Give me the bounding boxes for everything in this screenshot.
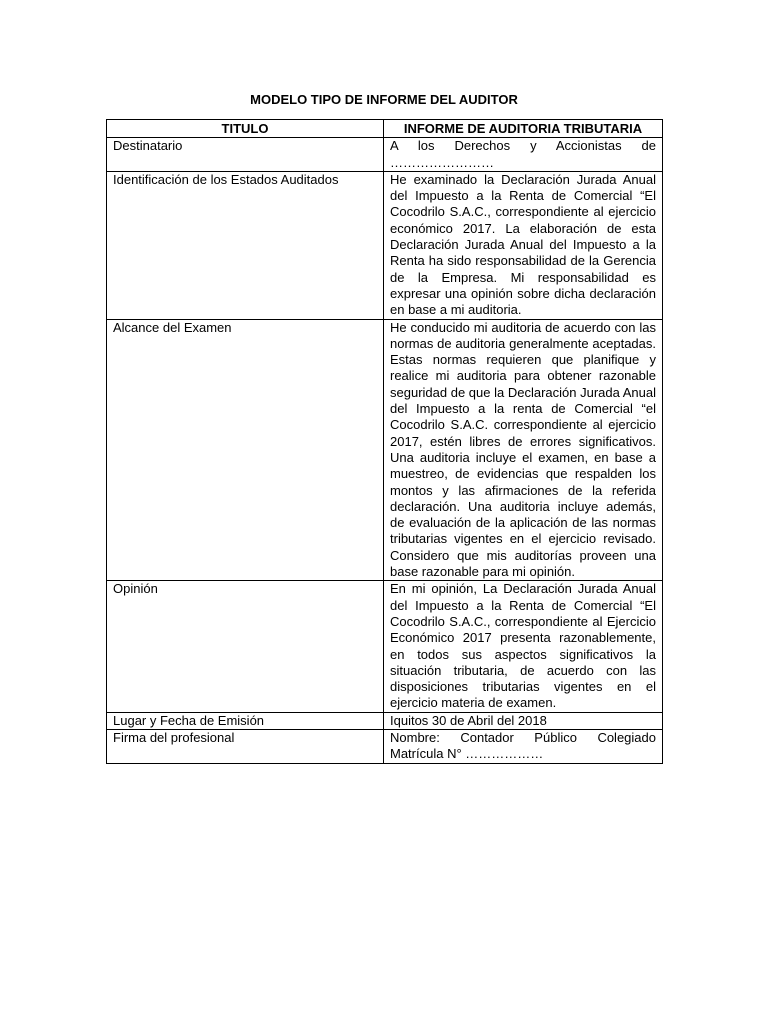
table-row [107,712,663,729]
row-label-identificacion: Identificación de los Estados Auditados [107,171,384,319]
row-label-opinion: Opinión [107,581,384,712]
row-content-firma: Nombre: Contador Público Colegiado Matrícula N° ……………… [384,729,663,763]
column-header-titulo: TITULO [107,120,384,138]
table-row [107,319,663,581]
row-label-firma: Firma del profesional [107,729,384,763]
row-content-identificacion: He examinado la Declaración Jurada Anual del Impuesto a la Renta de Comercial “El Cocodrilo S.A.C., correspondiente al ejercicio económico 2017. La elaboración de esta Declaración Jurada Anual del Impuesto a la Renta ha sido responsabilidad de la Gerencia de la Empresa. Mi responsabilidad es expresar una opinión sobre dicha declaración en base a mi auditoria. [384,171,663,319]
row-label-lugar-fecha: Lugar y Fecha de Emisión [107,712,384,729]
table-row [107,138,663,172]
row-content-alcance: He conducido mi auditoria de acuerdo con las normas de auditoria generalmente aceptadas. Estas normas requieren que planifique y realice mi auditoria para obtener razonable seguridad de que la Declaración Jurada Anual del Impuesto a la renta de Comercial “el Cocodrilo S.A.C. correspondiente al ejercicio 2017, estén libres de errores significativos. Una auditoria incluye el examen, en base a muestreo, de evidencias que respalden los montos y las afirmaciones de la referida declaración. Una auditoria incluye además, de evaluación de la aplicación de las normas tributarias vigentes en el ejercicio revisado. Considero que mis auditorías proveen una base razonable para mi opinión. [384,319,663,581]
row-label-alcance: Alcance del Examen [107,319,384,581]
row-content-destinatario: A los Derechos y Accionistas de …………………… [384,138,663,172]
audit-report-table [106,119,663,764]
table-row [107,171,663,319]
row-content-opinion: En mi opinión, La Declaración Jurada Anual del Impuesto a la Renta de Comercial “El Cocodrilo S.A.C., correspondiente al Ejercicio Económico 2017 presenta razonablemente, en todos sus aspectos significativos la situación tributaria, de acuerdo con las disposiciones tributarias vigentes en el ejercicio materia de examen. [384,581,663,712]
row-label-destinatario: Destinatario [107,138,384,172]
table-header-row [107,120,663,138]
row-content-lugar-fecha: Iquitos 30 de Abril del 2018 [384,712,663,729]
table-row [107,581,663,712]
column-header-informe: INFORME DE AUDITORIA TRIBUTARIA [384,120,663,138]
document-title: MODELO TIPO DE INFORME DEL AUDITOR [250,92,518,107]
table-row [107,729,663,763]
